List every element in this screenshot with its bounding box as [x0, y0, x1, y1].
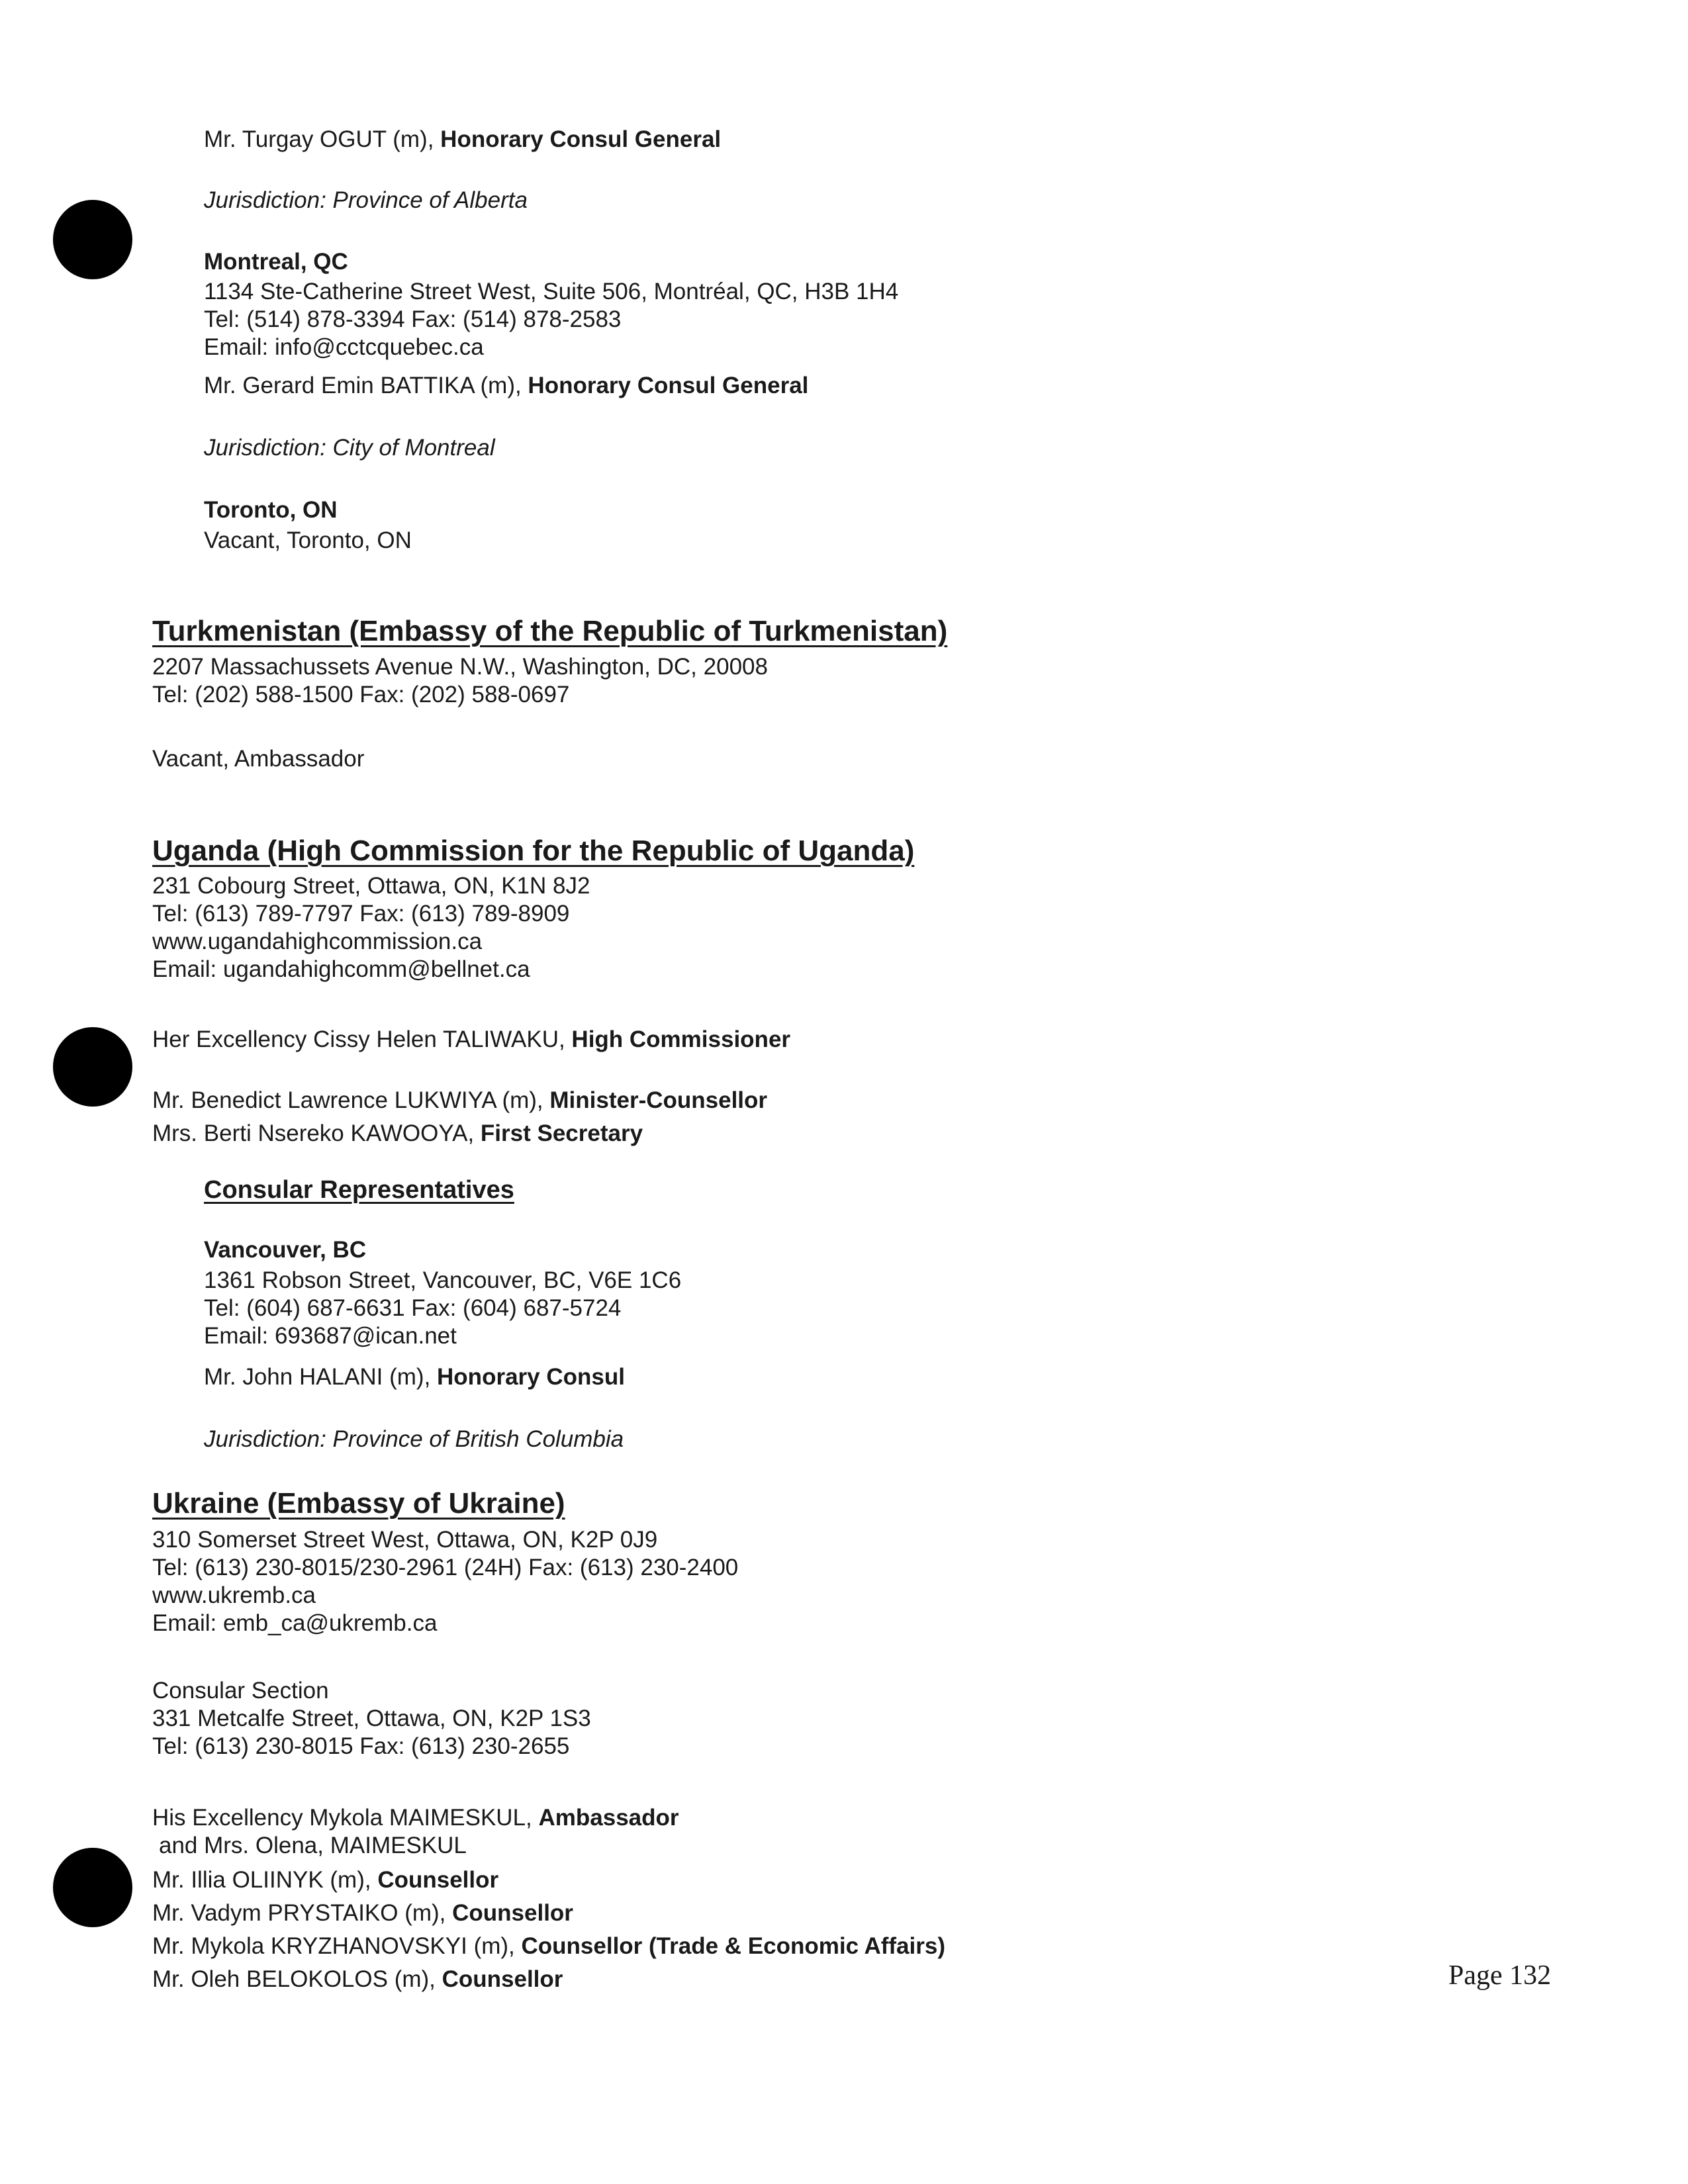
staff-name: Her Excellency Cissy Helen TALIWAKU,: [152, 1026, 572, 1052]
vancouver-consul-name: Mr. John HALANI (m),: [204, 1364, 438, 1390]
punch-hole-top: [53, 200, 132, 279]
montreal-consul-name: Mr. Gerard Emin BATTIKA (m),: [204, 373, 528, 398]
ambassador-title: Ambassador: [538, 1805, 679, 1831]
calgary-consul-name: Mr. Turgay OGUT (m),: [204, 126, 441, 152]
ukraine-email: Email: emb_ca@ukremb.ca: [152, 1610, 438, 1636]
montreal-tel: Tel: (514) 878-3394 Fax: (514) 878-2583: [204, 306, 622, 332]
ukraine-consular-address: 331 Metcalfe Street, Ottawa, ON, K2P 1S3: [152, 1706, 591, 1731]
staff-title: Counsellor: [452, 1900, 573, 1926]
vancouver-tel: Tel: (604) 687-6631 Fax: (604) 687-5724: [204, 1295, 622, 1321]
toronto-status: Vacant, Toronto, ON: [204, 527, 412, 553]
staff-name: Mrs. Berti Nsereko KAWOOYA,: [152, 1120, 481, 1146]
uganda-high-commissioner: [152, 1026, 790, 1054]
vancouver-email: Email: 693687@ican.net: [204, 1323, 457, 1349]
ukraine-heading: Ukraine (Embassy of Ukraine): [152, 1487, 565, 1520]
calgary-consul: [204, 126, 721, 154]
uganda-heading: Uganda (High Commission for the Republic of Uganda): [152, 835, 915, 867]
ukraine-ambassador-spouse: and Mrs. Olena, MAIMESKUL: [159, 1833, 467, 1858]
turkmenistan-ambassador: Vacant, Ambassador: [152, 746, 365, 772]
ukraine-counsellor-4: [152, 1966, 563, 1993]
punch-hole-middle: [53, 1027, 132, 1107]
ukraine-counsellor-1: [152, 1866, 498, 1894]
turkmenistan-heading: Turkmenistan (Embassy of the Republic of Turkmenistan): [152, 615, 948, 647]
uganda-address: 231 Cobourg Street, Ottawa, ON, K1N 8J2: [152, 873, 590, 899]
uganda-consular-heading: Consular Representatives: [204, 1176, 514, 1204]
vancouver-jurisdiction: Jurisdiction: Province of British Columbia: [204, 1426, 624, 1452]
staff-title: Minister-Counsellor: [549, 1087, 768, 1113]
calgary-jurisdiction: Jurisdiction: Province of Alberta: [204, 187, 528, 213]
ukraine-tel: Tel: (613) 230-8015/230-2961 (24H) Fax: (613) 230-2400: [152, 1555, 739, 1580]
montreal-city: Montreal, QC: [204, 249, 348, 275]
montreal-jurisdiction: Jurisdiction: City of Montreal: [204, 435, 495, 461]
ukraine-consular-section: Consular Section: [152, 1678, 329, 1704]
staff-name: Mr. Illia OLIINYK (m),: [152, 1867, 378, 1893]
toronto-city: Toronto, ON: [204, 497, 338, 523]
ambassador-name: His Excellency Mykola MAIMESKUL,: [152, 1805, 539, 1831]
turkmenistan-address: 2207 Massachussets Avenue N.W., Washington, DC, 20008: [152, 654, 768, 680]
turkmenistan-tel: Tel: (202) 588-1500 Fax: (202) 588-0697: [152, 682, 570, 707]
ukraine-address: 310 Somerset Street West, Ottawa, ON, K2P 0J9: [152, 1527, 658, 1553]
calgary-consul-title: Honorary Consul General: [440, 126, 722, 152]
ukraine-web: www.ukremb.ca: [152, 1582, 316, 1608]
staff-name: Mr. Mykola KRYZHANOVSKYI (m),: [152, 1933, 522, 1959]
page-number: Page 132: [1448, 1960, 1552, 1991]
staff-title: High Commissioner: [571, 1026, 791, 1052]
staff-title: Counsellor: [442, 1966, 563, 1992]
montreal-consul: [204, 372, 808, 400]
uganda-first-secretary: [152, 1120, 643, 1148]
uganda-web: www.ugandahighcommission.ca: [152, 929, 483, 954]
staff-title: Counsellor: [377, 1867, 499, 1893]
staff-title: First Secretary: [480, 1120, 643, 1146]
punch-hole-bottom: [53, 1848, 132, 1927]
uganda-email: Email: ugandahighcomm@bellnet.ca: [152, 956, 530, 982]
vancouver-consul: [204, 1363, 625, 1391]
ukraine-ambassador: [152, 1804, 679, 1832]
staff-name: Mr. Benedict Lawrence LUKWIYA (m),: [152, 1087, 550, 1113]
uganda-tel: Tel: (613) 789-7797 Fax: (613) 789-8909: [152, 901, 570, 927]
staff-name: Mr. Vadym PRYSTAIKO (m),: [152, 1900, 453, 1926]
montreal-consul-title: Honorary Consul General: [528, 373, 809, 398]
uganda-minister-counsellor: [152, 1087, 767, 1115]
vancouver-consul-title: Honorary Consul: [437, 1364, 625, 1390]
vancouver-address: 1361 Robson Street, Vancouver, BC, V6E 1C6: [204, 1267, 682, 1293]
staff-name: Mr. Oleh BELOKOLOS (m),: [152, 1966, 442, 1992]
staff-title: Counsellor (Trade & Economic Affairs): [521, 1933, 945, 1959]
montreal-email: Email: info@cctcquebec.ca: [204, 334, 484, 360]
montreal-address: 1134 Ste-Catherine Street West, Suite 506, Montréal, QC, H3B 1H4: [204, 279, 899, 304]
ukraine-counsellor-2: [152, 1899, 573, 1927]
vancouver-city: Vancouver, BC: [204, 1237, 367, 1263]
ukraine-consular-tel: Tel: (613) 230-8015 Fax: (613) 230-2655: [152, 1733, 570, 1759]
ukraine-counsellor-3: [152, 1933, 945, 1960]
